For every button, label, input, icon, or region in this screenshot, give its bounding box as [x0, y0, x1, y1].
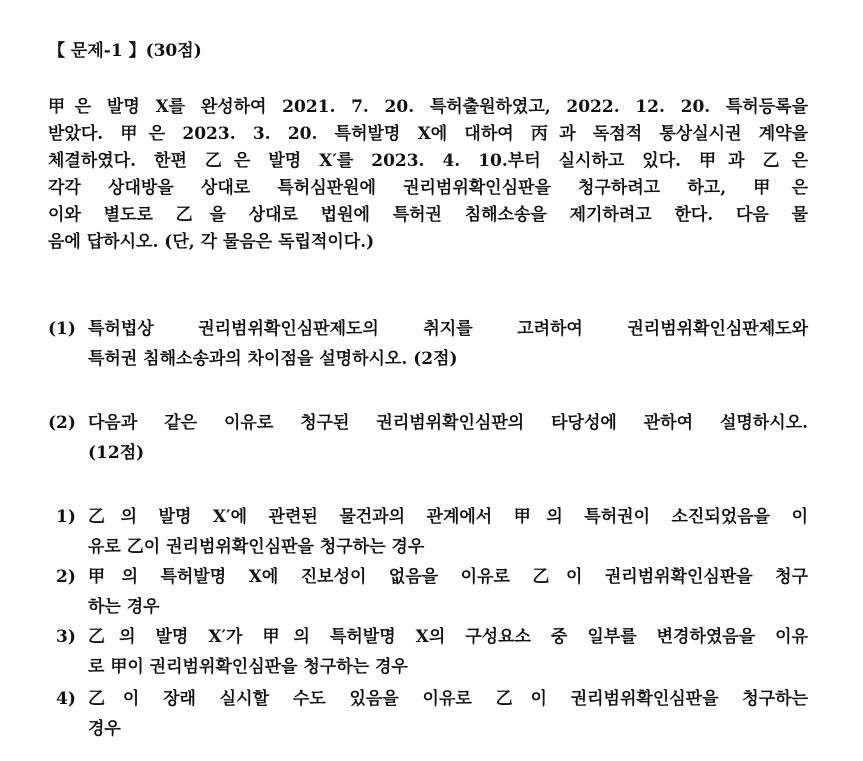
question-number: (1) [48, 319, 76, 339]
statement-line: 음에 답하시오. (단, 각 물음은 독립적이다.) [48, 232, 375, 252]
sub-question-number: 4) [56, 689, 76, 709]
sub-question-line: 유로 乙이 권리범위확인심판을 청구하는 경우 [88, 537, 425, 557]
problem-title: 【 문제-1 】(30점) [48, 41, 202, 61]
question-line: 특허권 침해소송과의 차이점을 설명하시오. (2점) [88, 349, 458, 369]
sub-question-1 [56, 502, 808, 562]
sub-question-number: 1) [56, 507, 76, 527]
sub-question-line: 경우 [88, 719, 121, 739]
sub-question-2 [56, 562, 808, 622]
sub-question-line: 乙이 장래 실시할 수도 있음을 이유로 乙이 권리범위확인심판을 청구하는 [88, 689, 808, 709]
sub-question-line: 甲의 특허발명 X에 진보성이 없음을 이유로 乙이 권리범위확인심판을 청구 [88, 567, 808, 587]
question-line: 특허법상 권리범위확인심판제도의 취지를 고려하여 권리범위확인심판제도와 [88, 319, 808, 339]
question-line: 다음과 같은 이유로 청구된 권리범위확인심판의 타당성에 관하여 설명하시오. [88, 413, 808, 433]
sub-question-line: 로 甲이 권리범위확인심판을 청구하는 경우 [88, 657, 408, 677]
sub-question-3 [56, 622, 808, 682]
sub-question-line: 乙의 발명 X′가 甲의 특허발명 X의 구성요소 중 일부를 변경하였음을 이유 [88, 627, 808, 647]
question-number: (2) [48, 413, 76, 433]
sub-question-line: 하는 경우 [88, 597, 160, 617]
statement-line: 받았다. 甲은 2023. 3. 20. 특허발명 X에 대하여 丙과 독점적 통상실시권 계약을 [48, 124, 808, 144]
statement-line: 각각 상대방을 상대로 특허심판원에 권리범위확인심판을 청구하려고 하고, 甲은 [48, 178, 808, 198]
question-line: (12점) [88, 443, 145, 463]
sub-question-line: 乙의 발명 X′에 관련된 물건과의 관계에서 甲의 특허권이 소진되었음을 이 [88, 507, 808, 527]
sub-question-4 [56, 684, 808, 744]
statement-line: 甲은 발명 X를 완성하여 2021. 7. 20. 특허출원하였고, 2022. 12. 20. 특허등록을 [48, 97, 808, 117]
question-1 [48, 314, 808, 374]
sub-question-number: 3) [56, 627, 76, 647]
statement-line: 체결하였다. 한편 乙은 발명 X′를 2023. 4. 10.부터 실시하고 있다. 甲과 乙은 [48, 151, 808, 171]
question-2 [48, 408, 808, 468]
problem-statement [48, 94, 808, 256]
sub-question-number: 2) [56, 567, 76, 587]
statement-line: 이와 별도로 乙을 상대로 법원에 특허권 침해소송을 제기하려고 한다. 다음 물 [48, 205, 808, 225]
